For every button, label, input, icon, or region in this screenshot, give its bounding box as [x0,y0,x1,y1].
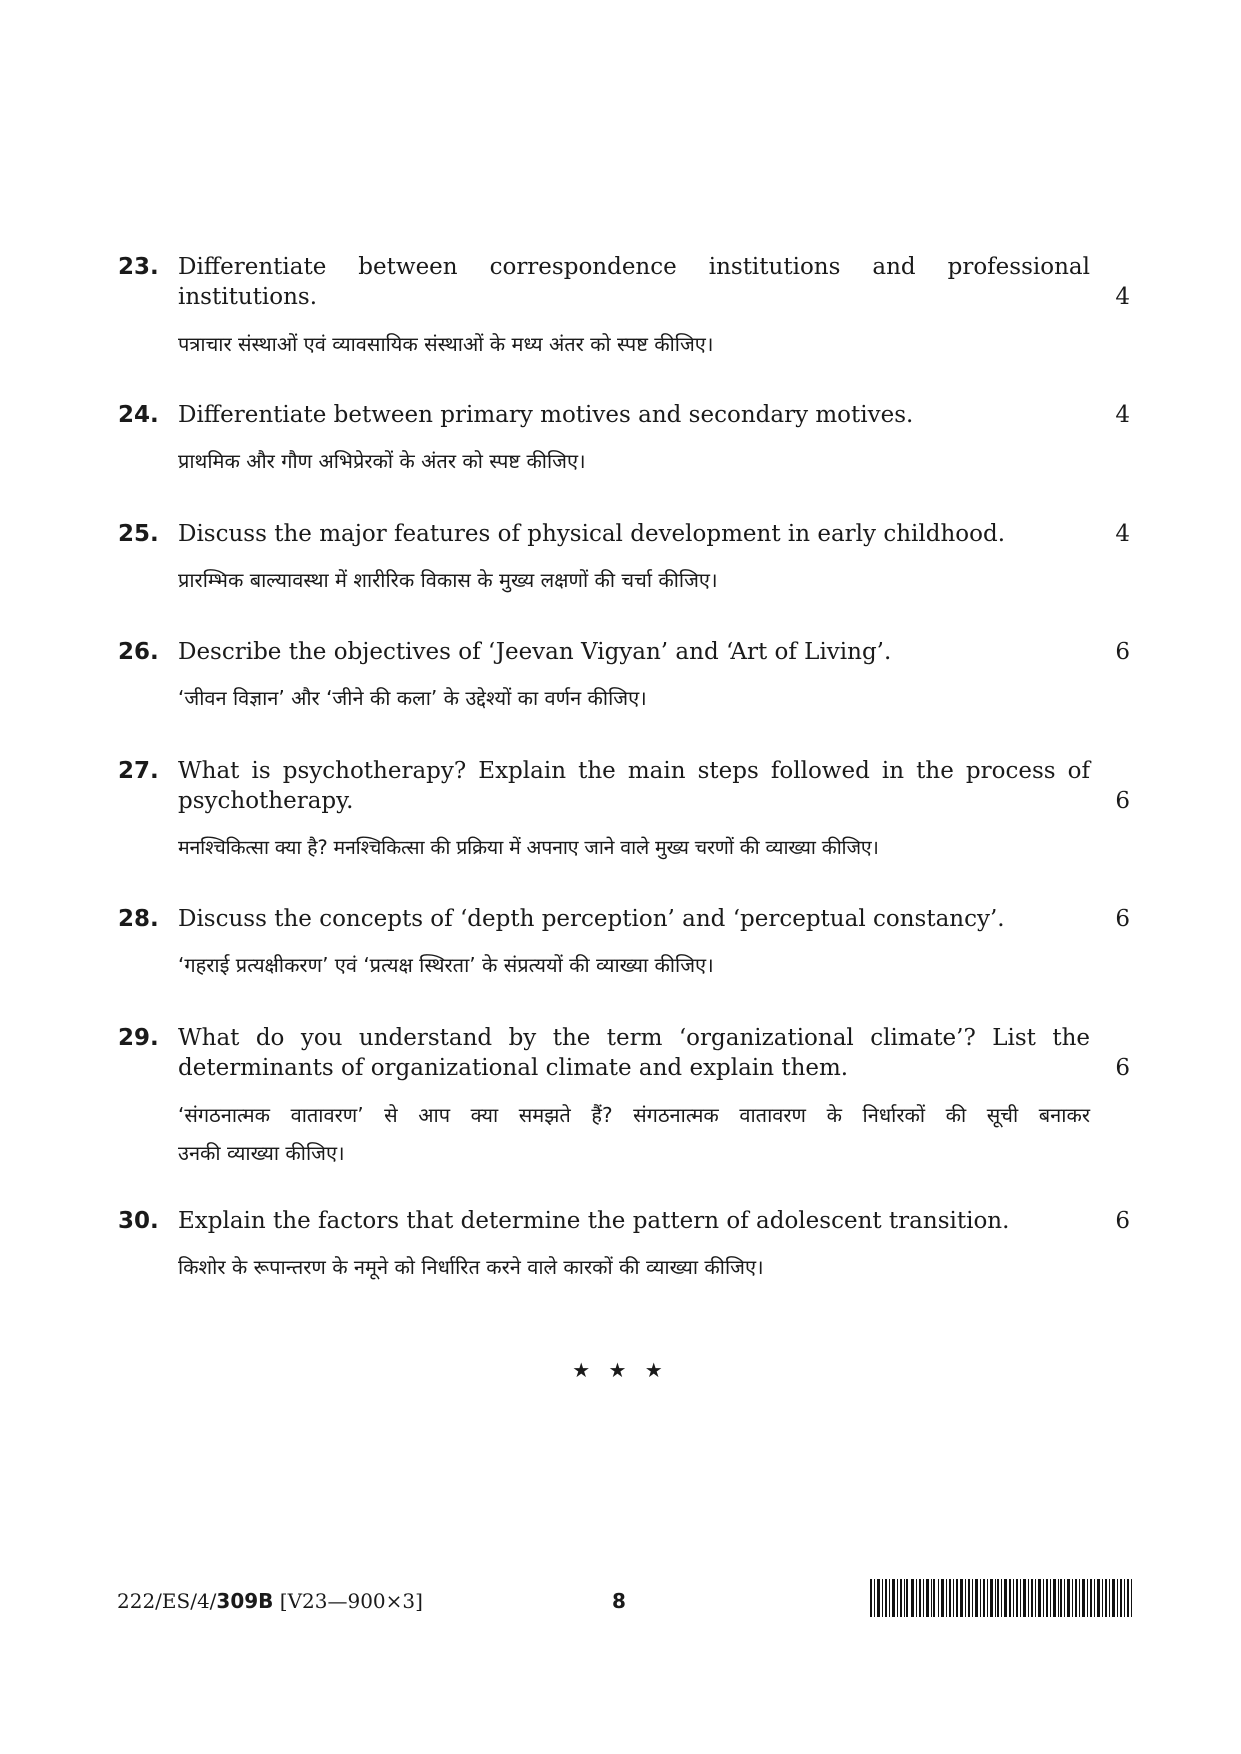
question-text-en [178,252,1090,312]
question-text-line-1: What do you understand by the term ‘organizational climate’? List the [178,1025,1090,1051]
question-marks: 4 [1115,284,1130,310]
paper-code-suffix: [V23—900×3] [273,1589,423,1613]
question-text-hi: किशोर के रूपान्तरण के नमूने को निर्धारित करने वाले कारकों की व्याख्या कीजिए। [178,1255,764,1279]
question-text-en: Explain the factors that determine the pattern of adolescent transition. [178,1208,1010,1234]
question-marks: 6 [1115,788,1130,814]
question-text-line-2: institutions. [178,284,317,310]
question-marks: 4 [1115,521,1130,547]
question-text-hi-line-1: ‘संगठनात्मक वातावरण’ से आप क्या समझते हैं? संगठनात्मक वातावरण के निर्धारकों की सूची बनाकर [178,1103,1090,1127]
question-marks: 6 [1115,639,1130,665]
question-text-hi: ‘जीवन विज्ञान’ और ‘जीने की कला’ के उद्देश्यों का वर्णन कीजिए। [178,686,647,710]
question-text-line-1: Differentiate between correspondence institutions and professional [178,254,1090,280]
question-text-hi: ‘गहराई प्रत्यक्षीकरण’ एवं ‘प्रत्यक्ष स्थिरता’ के संप्रत्ययों की व्याख्या कीजिए। [178,953,714,977]
question-text-hi: पत्राचार संस्थाओं एवं व्यावसायिक संस्थाओं के मध्य अंतर को स्पष्ट कीजिए। [178,332,714,356]
question-marks: 6 [1115,1208,1130,1234]
question-number: 30. [118,1208,159,1234]
question-text-en: Discuss the major features of physical development in early childhood. [178,521,1006,547]
question-marks: 4 [1115,402,1130,428]
paper-code-bold: 309B [216,1589,274,1613]
question-text-en: Differentiate between primary motives and secondary motives. [178,402,914,428]
question-text-hi: प्रारम्भिक बाल्यावस्था में शारीरिक विकास के मुख्य लक्षणों की चर्चा कीजिए। [178,568,718,592]
page-number: 8 [612,1589,626,1613]
question-marks: 6 [1115,906,1130,932]
question-text-en: Describe the objectives of ‘Jeevan Vigyan’ and ‘Art of Living’. [178,639,892,665]
end-of-paper-marker: ★ ★ ★ [572,1358,669,1382]
question-marks: 6 [1115,1055,1130,1081]
question-text-en: Discuss the concepts of ‘depth perception’ and ‘perceptual constancy’. [178,906,1005,932]
question-text-hi: प्राथमिक और गौण अभिप्रेरकों के अंतर को स्पष्ट कीजिए। [178,449,586,473]
barcode-icon [870,1579,1132,1617]
question-number: 25. [118,521,159,547]
question-number: 23. [118,254,159,280]
question-text-en [178,756,1090,816]
paper-code [117,1589,423,1613]
question-text-hi: मनश्चिकित्सा क्या है? मनश्चिकित्सा की प्रक्रिया में अपनाए जाने वाले मुख्य चरणों की व्याख्या कीजिए। [178,836,879,859]
question-number: 27. [118,758,159,784]
question-number: 28. [118,906,159,932]
question-number: 24. [118,402,159,428]
paper-code-prefix: 222/ES/4/ [117,1589,217,1613]
question-text-line-2: psychotherapy. [178,788,354,814]
question-number: 26. [118,639,159,665]
question-number: 29. [118,1025,159,1051]
question-text-hi [178,1097,1090,1171]
question-text-en [178,1023,1090,1083]
question-text-hi-line-2: उनकी व्याख्या कीजिए। [178,1141,345,1165]
question-text-line-1: What is psychotherapy? Explain the main steps followed in the process of [178,758,1090,784]
question-text-line-2: determinants of organizational climate and explain them. [178,1055,849,1081]
